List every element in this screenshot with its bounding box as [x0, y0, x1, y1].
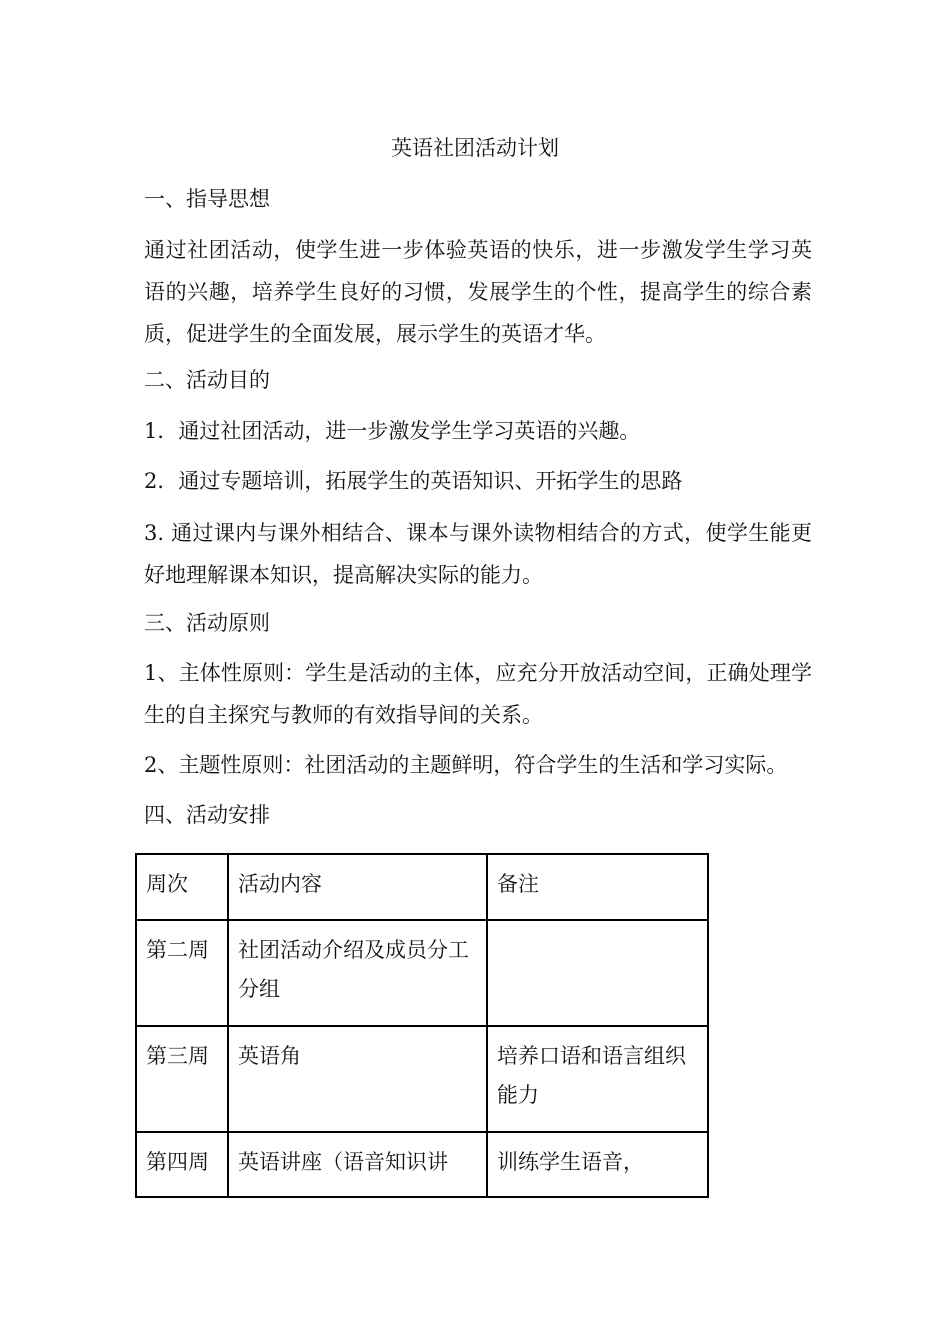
table-row: [136, 1132, 708, 1197]
section-heading-guiding-thought: 一、指导思想: [144, 187, 270, 211]
table-cell-notes: 培养口语和语言组织能力: [487, 1026, 708, 1132]
table-cell-content: 社团活动介绍及成员分工分组: [228, 920, 487, 1026]
table-cell-week: 第三周: [136, 1026, 228, 1132]
document-title: 英语社团活动计划: [391, 136, 559, 160]
schedule-table: [135, 853, 709, 1198]
table-cell-notes: [487, 920, 708, 1026]
principle-item: 1、主体性原则：学生是活动的主体，应充分开放活动空间，正确处理学生的自主探究与教师的有效指导间的关系。: [144, 661, 812, 727]
section-heading-purpose: 二、活动目的: [144, 368, 270, 392]
table-cell-notes: 训练学生语音，: [487, 1132, 708, 1197]
table-cell-week: 第二周: [136, 920, 228, 1026]
section-body-guiding-thought: 通过社团活动，使学生进一步体验英语的快乐，进一步激发学生学习英语的兴趣，培养学生良好的习惯，发展学生的个性，提高学生的综合素质，促进学生的全面发展，展示学生的英语才华。: [144, 238, 812, 346]
principle-item: 2、主题性原则：社团活动的主题鲜明，符合学生的生活和学习实际。: [144, 753, 788, 777]
table-cell-content: 英语角: [228, 1026, 487, 1132]
purpose-item: 1．通过社团活动，进一步激发学生学习英语的兴趣。: [144, 419, 641, 443]
section-heading-principles: 三、活动原则: [144, 611, 270, 635]
section-heading-schedule: 四、活动安排: [144, 803, 270, 827]
table-cell-week: 第四周: [136, 1132, 228, 1197]
table-row: [136, 920, 708, 1026]
header-cell-week: 周次: [136, 854, 228, 920]
purpose-item: 2．通过专题培训，拓展学生的英语知识、开拓学生的思路: [144, 469, 683, 493]
header-cell-content: 活动内容: [228, 854, 487, 920]
purpose-item: 3. 通过课内与课外相结合、课本与课外读物相结合的方式，使学生能更好地理解课本知识，提高解决实际的能力。: [144, 521, 812, 587]
table-row: [136, 1026, 708, 1132]
header-cell-notes: 备注: [487, 854, 708, 920]
table-cell-content: 英语讲座（语音知识讲: [228, 1132, 487, 1197]
table-header-row: [136, 854, 708, 920]
